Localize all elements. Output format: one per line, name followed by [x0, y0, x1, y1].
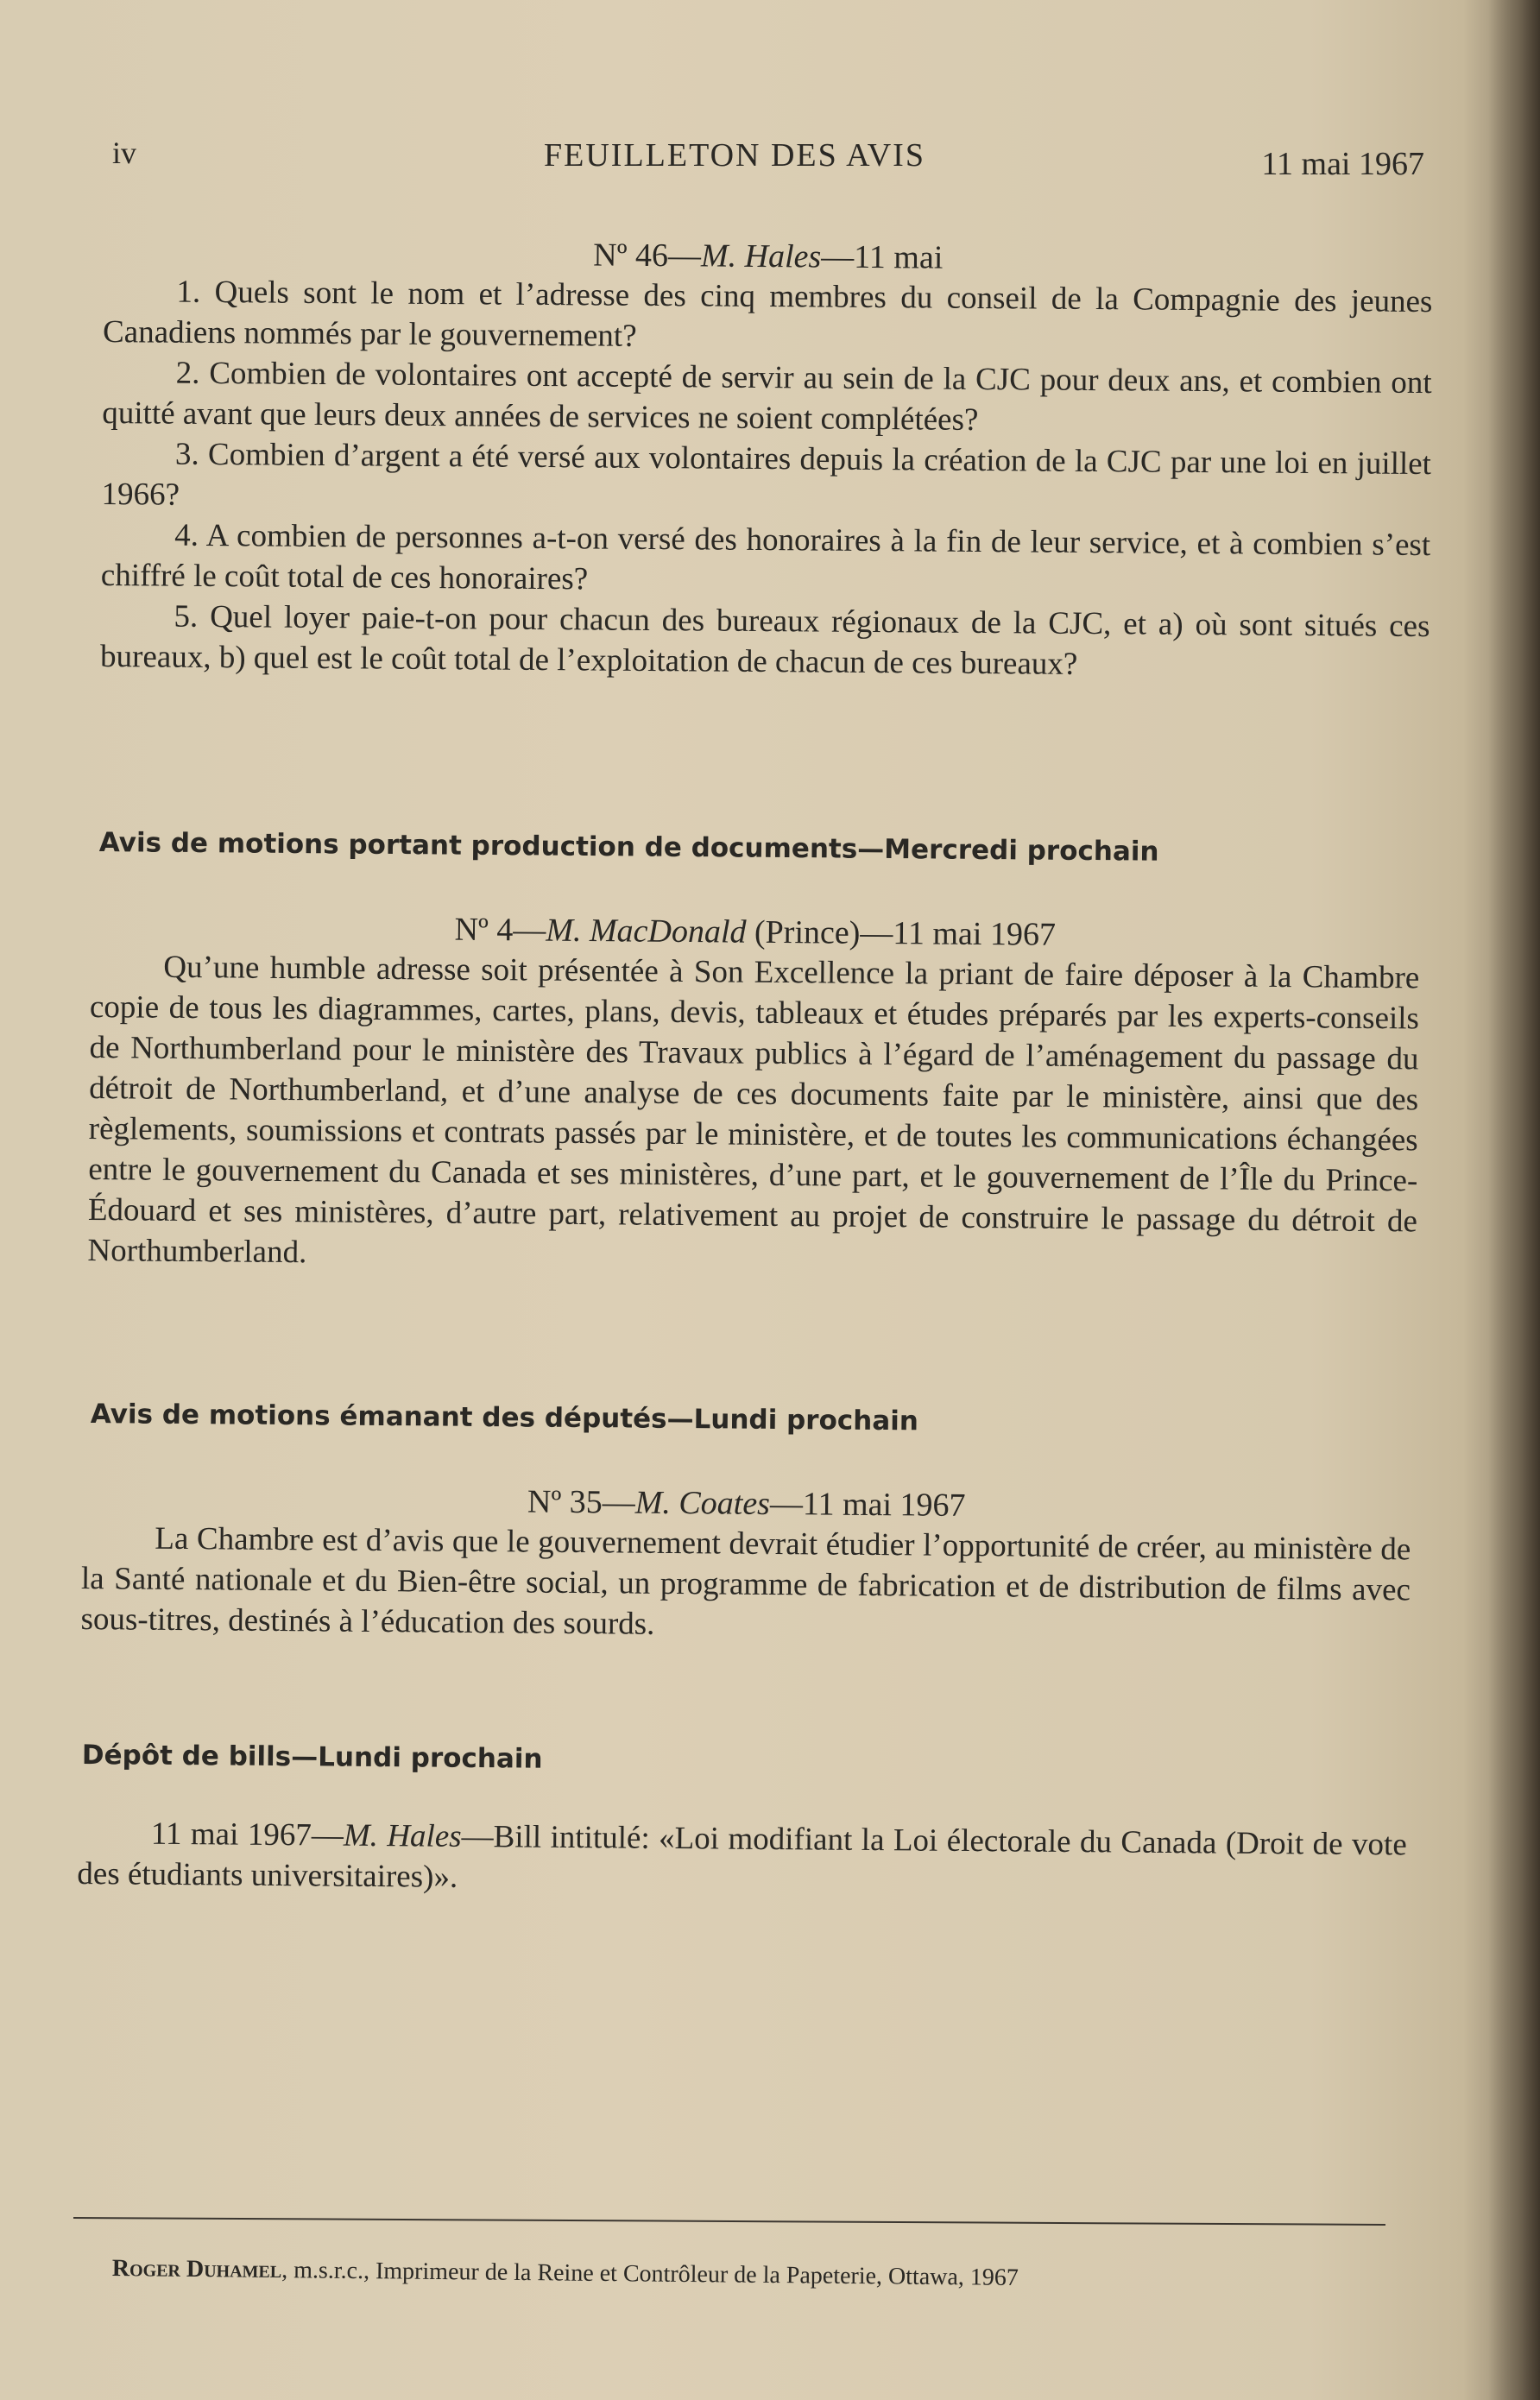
bill-text	[77, 1813, 1407, 1905]
motion-4	[87, 906, 1420, 1282]
question-paragraph: 4. A combien de personnes a-t-on versé des honoraires à la fin de leur service, et à combien s’est chiffré le coût total de ces honoraires?	[100, 517, 1431, 597]
printer-details: , m.s.r.c., Imprimeur de la Reine et Contrôleur de la Papeterie, Ottawa, 1967	[281, 2257, 1019, 2291]
question-paragraph: 1. Quels sont le nom et l’adresse des cinq membres du conseil de la Compagnie des jeunes Canadiens nommés par le gouvernement?	[102, 274, 1433, 354]
bill-member: M. Hales	[343, 1817, 462, 1854]
section-heading-documents: Avis de motions portant production de documents—Mercredi prochain	[98, 827, 1159, 868]
question-paragraph: 5. Quel loyer paie-t-on pour chacun des bureaux régionaux de la CJC, et a) où sont situés ces bureaux, b) quel est le coût total de l’exploitation de chacun de ces bureaux?	[99, 598, 1430, 682]
bill-date: 11 mai 1967—	[150, 1816, 344, 1854]
section-heading-bills: Dépôt de bills—Lundi prochain	[81, 1740, 543, 1775]
page-title: FEUILLETON DES AVIS	[544, 137, 925, 174]
printer-name: Roger Duhamel	[111, 2255, 282, 2284]
bill-title: —Bill intitulé: «Loi modifiant la Loi électorale du Canada (Droit de vote des étudiants universitaires)».	[77, 1818, 1407, 1895]
page-number: iv	[112, 136, 137, 170]
footer-rule	[73, 2217, 1385, 2226]
question-46	[100, 231, 1433, 687]
motion-35	[80, 1478, 1411, 1651]
question-paragraph: 2. Combien de volontaires ont accepté de servir au sein de la CJC pour deux ans, et combien ont quitté avant que leurs deux années de services ne soient complétées?	[102, 355, 1432, 438]
bill-notice	[77, 1813, 1407, 1905]
entry-member: M. Hales	[700, 237, 822, 275]
printer-footer	[112, 2255, 1407, 2296]
entry-number: Nº 46—	[593, 237, 702, 275]
header-date: 11 mai 1967	[1261, 146, 1424, 182]
entry-member: M. MacDonald	[546, 912, 747, 951]
entry-number: Nº 4—	[454, 911, 546, 949]
entry-riding-date: (Prince)—11 mai 1967	[746, 913, 1057, 953]
entry-date: —11 mai 1967	[769, 1485, 966, 1524]
motion-35-text: La Chambre est d’avis que le gouvernement devrait étudier l’opportunité de créer, au ministère de la Santé nationale et du Bien-être social, un programme de fabrication et de distribution de films avec sous-titres, destinés à l’éducation des sourds.	[80, 1520, 1411, 1642]
entry-member: M. Coates	[634, 1484, 771, 1522]
motion-4-text: Qu’une humble adresse soit présentée à Son Excellence la priant de faire déposer à la Chambre copie de tous les diagrammes, cartes, plans, devis, tableaux et études préparés par les experts-conseils de Northumberland pour le ministère des Travaux publics à l’égard de l’aménagement du passage du détroit de Northumberland, et d’une analyse de ces documents faite par le ministère, ainsi que des règlements, soumissions et contrats passés par le ministère, et de toutes les communications échangées entre le gouvernement du Canada et ses ministères, d’une part, et le gouvernement de l’Île du Prince-Édouard et ses ministères, d’autre part, relativement au projet de construire le passage du détroit de Northumberland.	[87, 949, 1420, 1271]
section-heading-motions: Avis de motions émanant des députés—Lundi prochain	[90, 1399, 919, 1437]
page-header	[112, 129, 1424, 190]
question-paragraph: 3. Combien d’argent a été versé aux volontaires depuis la création de la CJC par une loi en juillet 1966?	[101, 436, 1432, 513]
entry-number: Nº 35—	[527, 1483, 635, 1521]
entry-date: —11 mai	[821, 238, 944, 276]
